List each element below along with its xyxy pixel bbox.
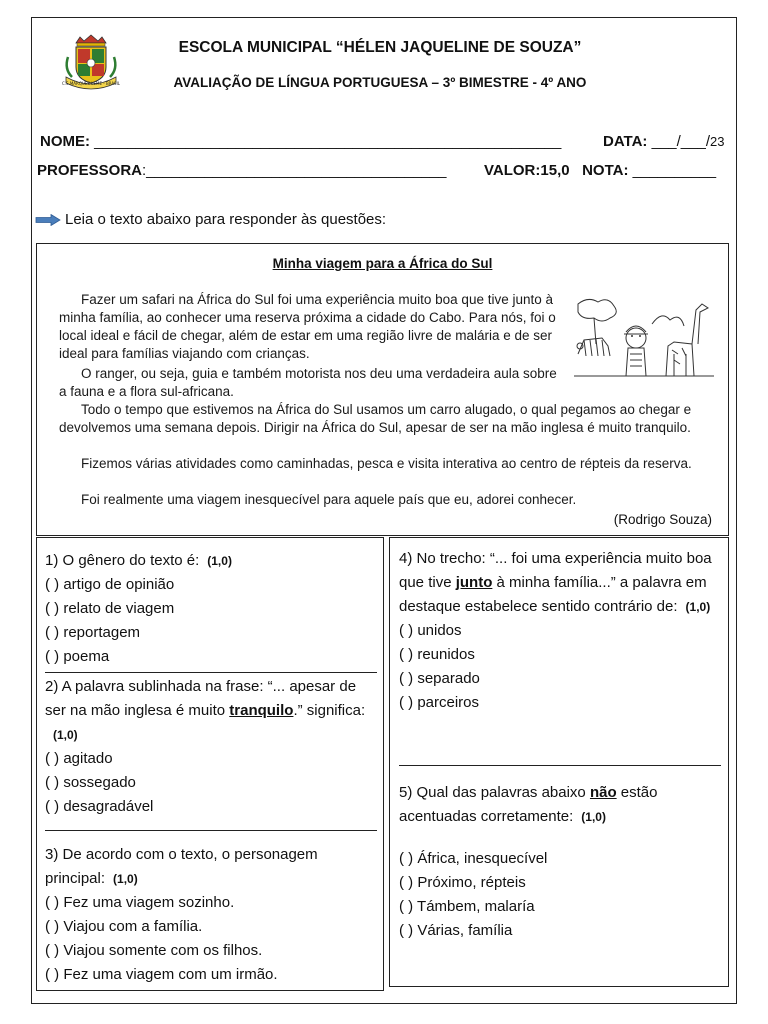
paragraph-1 xyxy=(59,291,567,363)
nome-label: NOME: xyxy=(40,133,90,150)
text-author: (Rodrigo Souza) xyxy=(613,512,712,527)
q1-option-b[interactable]: ( ) relato de viagem xyxy=(45,600,175,617)
paragraph-5 xyxy=(59,491,719,509)
q1-prompt: 1) O gênero do texto é: xyxy=(45,552,200,569)
professora-field[interactable]: :____________________________________ xyxy=(142,162,447,179)
q5-underlined-word: não xyxy=(589,784,617,801)
divider xyxy=(45,830,377,831)
q1-option-a[interactable]: ( ) artigo de opinião xyxy=(45,576,175,593)
q3-option-a[interactable]: ( ) Fez uma viagem sozinho. xyxy=(45,894,235,911)
q4-option-a[interactable]: ( ) unidos xyxy=(399,622,462,639)
q4-prompt-end: à minha família...” a palavra em destaque estabelece sentido contrário de: xyxy=(399,574,707,615)
nome-row xyxy=(40,133,561,150)
text-title: Minha viagem para a África do Sul xyxy=(272,256,493,271)
questions-left-box xyxy=(36,537,384,991)
q4-option-b[interactable]: ( ) reunidos xyxy=(399,646,475,663)
q3-option-d[interactable]: ( ) Fez uma viagem com um irmão. xyxy=(45,966,278,983)
arrow-right-icon xyxy=(35,214,61,226)
paragraph-1-text: Fazer um safari na África do Sul foi uma experiência muito boa que tive junto à minha família, ao conhecer uma reserva próxima a cidade do Cabo. Para nós, foi o local ideal e fácil de chegar, além de estar em uma região livre de malária e de ser ideal para famílias viajando com crianças. xyxy=(59,292,556,361)
q2-points: (1,0) xyxy=(53,728,78,742)
q5-prompt-start: 5) Qual das palavras abaixo xyxy=(399,784,590,801)
data-year: 23 xyxy=(710,134,725,149)
divider xyxy=(45,672,377,673)
q4-option-d[interactable]: ( ) parceiros xyxy=(399,694,480,711)
nota-field[interactable]: __________ xyxy=(632,162,717,179)
paragraph-3-text: Todo o tempo que estivemos na África do Sul usamos um carro alugado, o qual pegamos ao chegar e devolvemos uma semana depois. Dirigir na África do Sul, apesar de ser na mão inglesa é muito tranquilo. xyxy=(59,402,692,435)
q3-points: (1,0) xyxy=(113,872,138,886)
q1-option-d[interactable]: ( ) poema xyxy=(45,648,110,665)
q4-option-c[interactable]: ( ) separado xyxy=(399,670,480,687)
q4-prompt-start: 4) No trecho: “... foi uma experiência muito boa que tive xyxy=(399,550,712,591)
q5-options xyxy=(399,847,724,943)
q5-option-b[interactable]: ( ) Próximo, répteis xyxy=(399,874,526,891)
q5-option-c[interactable]: ( ) Támbem, malaría xyxy=(399,898,535,915)
q4-underlined-word: junto xyxy=(455,574,493,591)
q2-option-b[interactable]: ( ) sossegado xyxy=(45,774,136,791)
q2-underlined-word: tranquilo xyxy=(229,702,294,719)
nota-label: NOTA: xyxy=(582,162,629,179)
q3-option-b[interactable]: ( ) Viajou com a família. xyxy=(45,918,203,935)
q5-prompt-end: estão acentuadas corretamente: xyxy=(399,784,658,825)
valor-nota-row xyxy=(484,162,716,179)
paragraph-4 xyxy=(59,455,719,473)
q4-points: (1,0) xyxy=(685,600,711,614)
divider xyxy=(399,765,721,766)
paragraph-5-text: Foi realmente uma viagem inesquecível para aquele país que eu, adorei conhecer. xyxy=(81,492,577,507)
question-3 xyxy=(45,843,375,987)
crest-ribbon-text: C.S.MARQUES LEME - BRASIL xyxy=(61,81,121,86)
instruction-text: Leia o texto abaixo para responder às questões: xyxy=(65,211,387,228)
paragraph-4-text: Fizemos várias atividades como caminhadas, pesca e visita interativa ao centro de répteis da reserva. xyxy=(81,456,692,471)
professora-row xyxy=(37,162,447,179)
q3-prompt: 3) De acordo com o texto, o personagem principal: xyxy=(45,846,318,887)
data-row xyxy=(603,133,724,150)
q5-points: (1,0) xyxy=(581,810,606,824)
reading-text-box xyxy=(36,243,729,536)
paragraph-2-text: O ranger, ou seja, guia e também motorista nos deu uma verdadeira aula sobre a fauna e a flora sul-africana. xyxy=(59,366,557,399)
instruction xyxy=(35,211,386,228)
questions-right-box xyxy=(389,537,729,987)
q2-option-a[interactable]: ( ) agitado xyxy=(45,750,113,767)
exam-title: AVALIAÇÃO DE LÍNGUA PORTUGUESA – 3º BIMESTRE - 4º ANO xyxy=(173,75,587,90)
professora-label: PROFESSORA xyxy=(37,162,143,179)
q2-prompt-end: .” significa: xyxy=(293,702,366,719)
question-5 xyxy=(399,781,724,829)
q5-option-a[interactable]: ( ) África, inesquecível xyxy=(399,850,548,867)
safari-illustration xyxy=(574,294,714,378)
school-crest-logo xyxy=(60,33,122,95)
valor-label: VALOR:15,0 xyxy=(484,162,570,179)
question-2 xyxy=(45,675,375,819)
question-1 xyxy=(45,549,375,669)
paragraph-2 xyxy=(59,365,567,401)
data-label: DATA: xyxy=(603,133,648,150)
nome-field[interactable]: ________________________________________________________ xyxy=(94,133,562,150)
q1-points: (1,0) xyxy=(207,554,232,568)
data-field[interactable]: ___/___/ xyxy=(651,133,710,150)
q5-option-d[interactable]: ( ) Várias, família xyxy=(399,922,513,939)
q2-prompt-start: 2) A palavra sublinhada na frase: “... apesar de ser na mão inglesa é muito xyxy=(45,678,357,719)
question-4 xyxy=(399,547,724,715)
q3-option-c[interactable]: ( ) Viajou somente com os filhos. xyxy=(45,942,263,959)
q1-option-c[interactable]: ( ) reportagem xyxy=(45,624,141,641)
school-name: ESCOLA MUNICIPAL “HÉLEN JAQUELINE DE SOUZA” xyxy=(178,39,582,56)
q2-option-c[interactable]: ( ) desagradável xyxy=(45,798,154,815)
paragraph-3 xyxy=(59,401,719,437)
